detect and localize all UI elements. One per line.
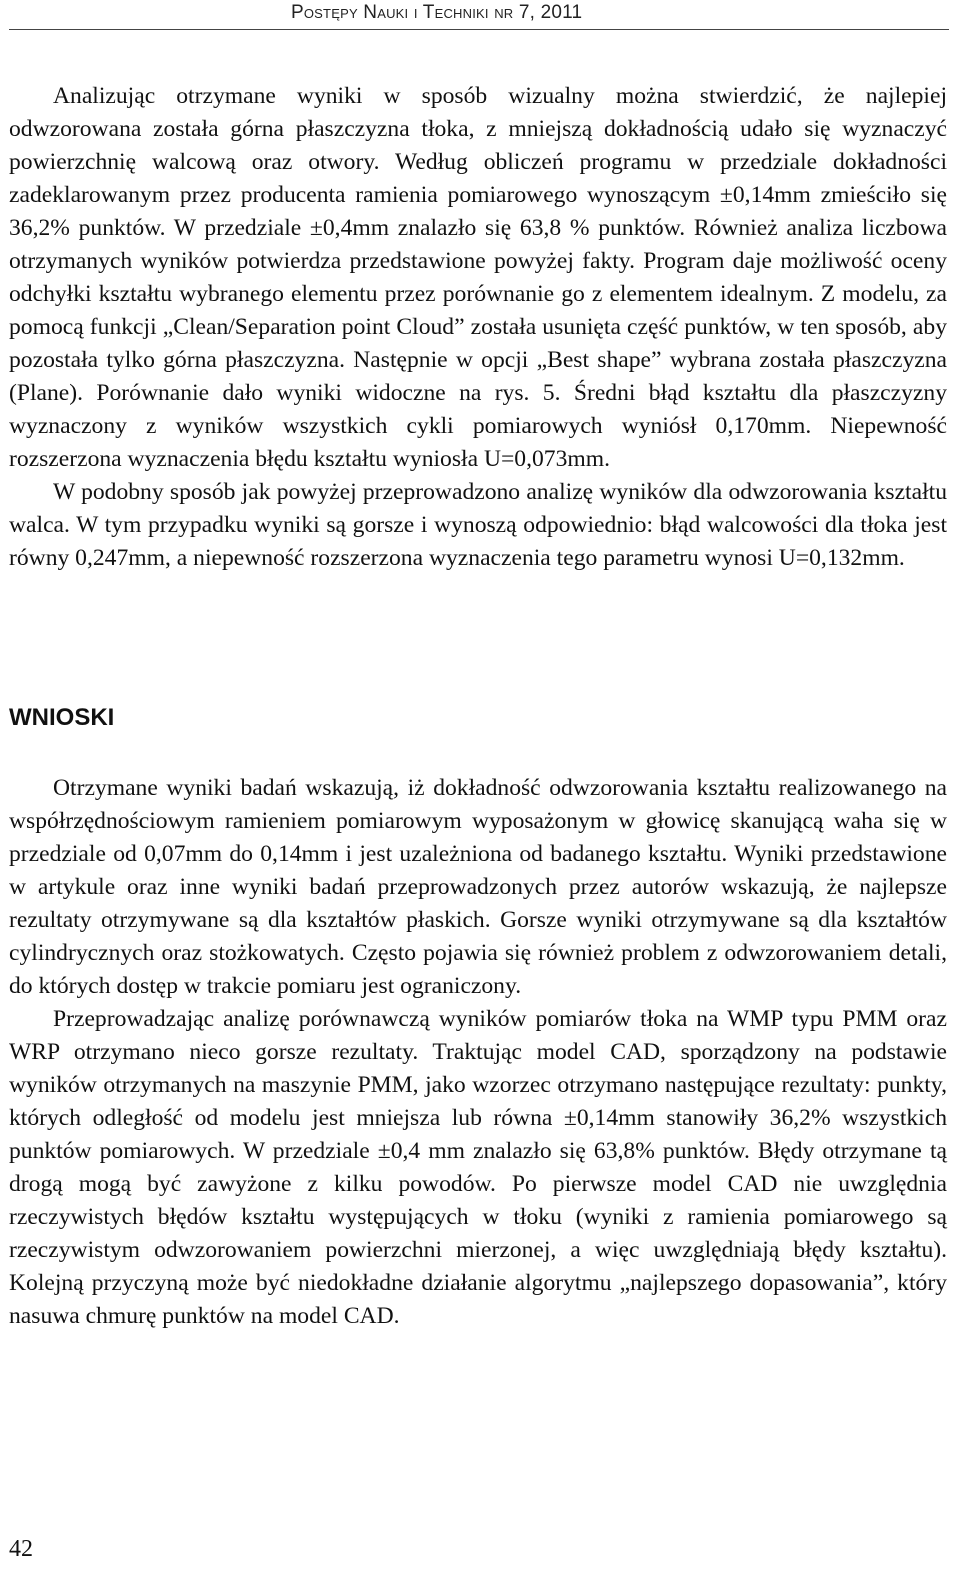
conclusions-paragraph-2: Przeprowadzając analizę porównawczą wyników pomiarów tłoka na WMP typu PMM oraz WRP otrzymano nieco gorsze rezultaty. Traktując model CAD, sporządzony na podstawie wyników otrzymanych na maszynie PMM, jako wzorzec otrzymano następujące rezultaty: punkty, których odległość od modelu jest mniejsza lub równa ±0,14mm stanowiły 36,2% wszystkich punktów pomiarowych. W przedziale ±0,4 mm znalazło się 63,8% punktów. Błędy otrzymane tą drogą mogą być zawyżone z kilku powodów. Po pierwsze model CAD nie uwzględnia rzeczywistych błędów kształtu występujących w tłoku (wyniki z ramienia pomiarowego są rzeczywistym odwzorowaniem powierzchni mierzonej, a więc uwzględniają błędy kształtu). Kolejną przyczyną może być niedokładne działanie algorytmu „najlepszego dopasowania”, który nasuwa chmurę punktów na model CAD. bbox=[9, 1006, 947, 1329]
intro-paragraph-2: W podobny sposób jak powyżej przeprowadzono analizę wyników dla odwzorowania kształtu walca. W tym przypadku wyniki są gorsze i wynoszą odpowiednio: błąd walcowości dla tłoka jest równy 0,247mm, a niepewność rozszerzona wyznaczenia tego parametru wynosi U=0,132mm. bbox=[9, 479, 947, 571]
intro-paragraph-1: Analizując otrzymane wyniki w sposób wizualny można stwierdzić, że najlepiej odwzorowana została górna płaszczyzna tłoka, z mniejszą dokładnością udało się wyznaczyć powierzchnię walcową oraz otwory. Według obliczeń programu w przedziale dokładności zadeklarowanym przez producenta ramienia pomiarowego wynoszącym ±0,14mm zmieściło się 36,2% punktów. W przedziale ±0,4mm znalazło się 63,8 % punktów. Również analiza liczbowa otrzymanych wyników potwierdza przedstawione powyżej fakty. Program daje możliwość oceny odchyłki kształtu wybranego elementu przez porównanie go z elementem idealnym. Z modelu, za pomocą funkcji „Clean/Separation point Cloud” została usunięta część punktów, w ten sposób, aby pozostała tylko górna płaszczyzna. Następnie w opcji „Best shape” wybrana została płaszczyzna (Plane). Porównanie dało wyniki widoczne na rys. 5. Średni błąd kształtu dla płaszczyzny wyznaczony z wyników wszystkich cykli pomiarowych wyniósł 0,170mm. Niepewność rozszerzona wyznaczenia błędu kształtu wyniosła U=0,073mm. bbox=[9, 83, 947, 472]
page-number: 42 bbox=[9, 1536, 33, 1562]
conclusions-heading: WNIOSKI bbox=[9, 704, 115, 731]
header-divider bbox=[9, 29, 949, 30]
conclusions-paragraph-1: Otrzymane wyniki badań wskazują, iż dokładność odwzorowania kształtu realizowanego na współrzędnościowym ramieniem pomiarowym wyposażonym w głowicę skanującą waha się w przedziale od 0,07mm do 0,14mm i jest uzależniona od badanego kształtu. Wyniki przedstawione w artykule oraz inne wyniki badań przeprowadzonych przez autorów wskazują, że najlepsze rezultaty otrzymywane są dla kształtów płaskich. Gorsze wyniki otrzymywane są dla kształtów cylindrycznych oraz stożkowatych. Często pojawia się również problem z odwzorowaniem detali, do których dostęp w trakcie pomiaru jest ograniczony. bbox=[9, 775, 947, 999]
intro-section bbox=[9, 80, 947, 575]
conclusions-section bbox=[9, 772, 947, 1333]
running-title: Postępy Nauki i Techniki nr 7, 2011 bbox=[291, 2, 583, 23]
